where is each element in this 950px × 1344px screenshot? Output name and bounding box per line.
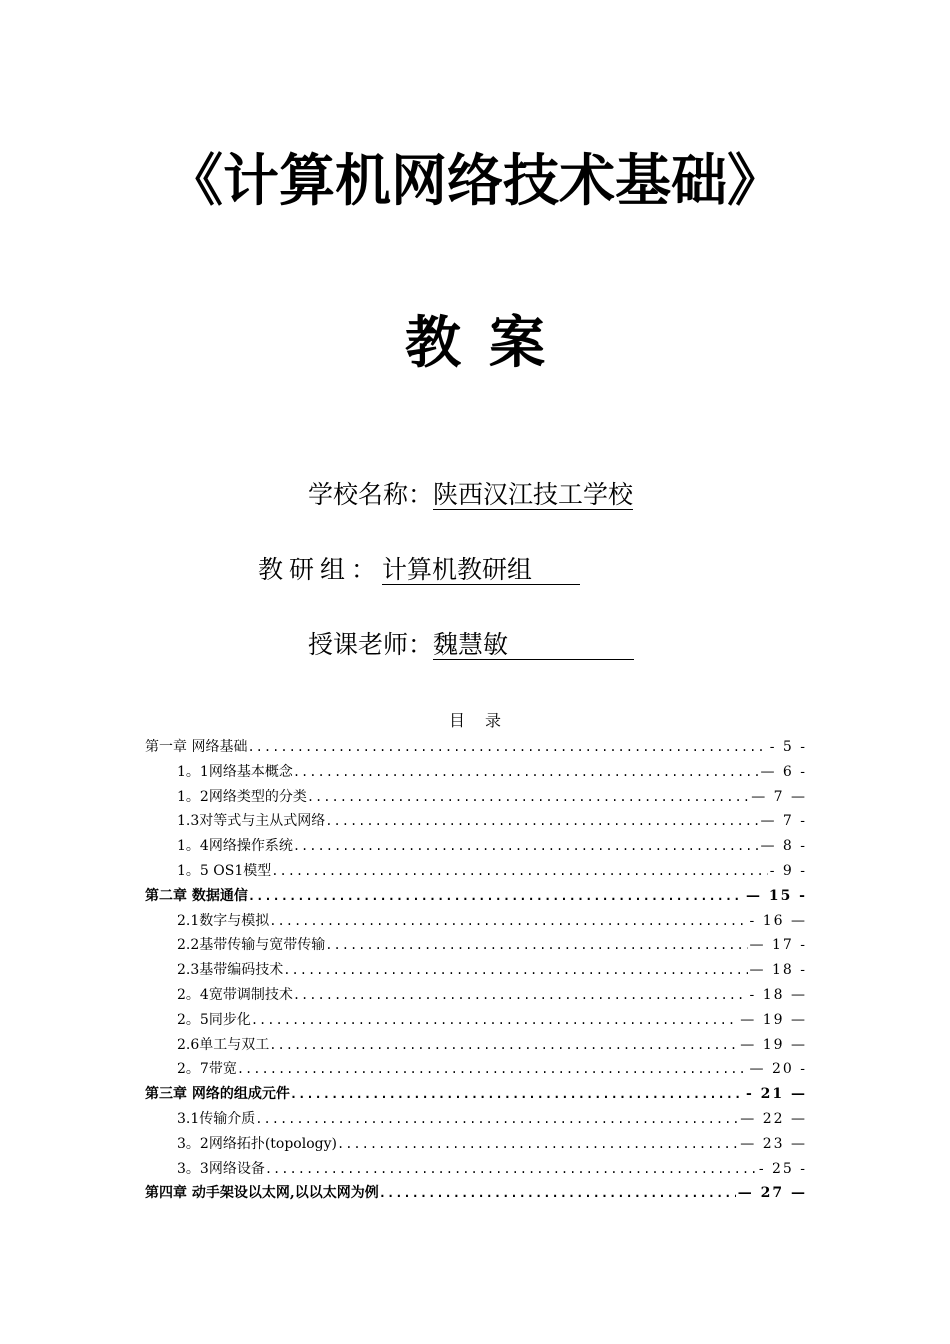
toc-entry-page: - 21 — (745, 1086, 807, 1103)
teaching-group-value: 计算机教研组 (382, 556, 580, 585)
toc-entry-label: 1。4网络操作系统 (177, 838, 293, 855)
toc-entry-page: — 19 — (740, 1011, 807, 1028)
toc-entry[interactable] (145, 909, 807, 934)
toc-entry-page: - 16 — (749, 912, 807, 929)
toc-entry[interactable] (145, 1132, 807, 1157)
toc-leader-dots (269, 1033, 738, 1058)
toc-entry[interactable] (145, 933, 807, 958)
toc-leader-dots (271, 859, 767, 884)
toc-entry-label: 第一章 网络基础 (145, 739, 248, 755)
toc-entry[interactable] (145, 983, 807, 1008)
toc-entry-label: 1。1网络基本概念 (177, 763, 293, 780)
toc-entry-label: 第三章 网络的组成元件 (145, 1086, 290, 1103)
toc-entry[interactable] (145, 735, 807, 760)
toc-leader-dots (293, 760, 759, 785)
toc-leader-dots (269, 909, 747, 934)
toc-entry-page: — 20 - (749, 1061, 807, 1078)
toc-entry-page: — 8 - (760, 838, 807, 855)
toc-leader-dots (325, 933, 747, 958)
document-subtitle: 教案 (405, 311, 573, 376)
toc-entry-page: — 7 — (751, 788, 807, 805)
toc-entry-label: 3.1传输介质 (177, 1110, 256, 1127)
document-title: 《计算机网络技术基础》 (167, 149, 783, 214)
teaching-group-label: 教研组： (258, 555, 383, 584)
toc-entry[interactable] (145, 1008, 807, 1033)
toc-entry-page: — 18 - (749, 962, 807, 979)
toc-leader-dots (337, 1132, 738, 1157)
toc-leader-dots (290, 1082, 744, 1107)
teacher-value: 魏慧敏 (433, 631, 634, 660)
toc-entry[interactable] (145, 1181, 807, 1206)
toc-entry-label: 1。2网络类型的分类 (177, 788, 307, 805)
toc-entry[interactable] (145, 958, 807, 983)
toc-entry[interactable] (145, 859, 807, 884)
toc-entry-page: — 6 - (760, 763, 807, 780)
toc-entry-page: — 17 - (749, 937, 807, 954)
toc-entry[interactable] (145, 834, 807, 859)
toc-entry-label: 2.2基带传输与宽带传输 (177, 937, 326, 954)
toc-leader-dots (325, 809, 758, 834)
toc-leader-dots (293, 983, 748, 1008)
school-label: 学校名称： (308, 480, 434, 509)
toc-entry-page: — 27 — (737, 1185, 807, 1202)
toc-leader-dots (251, 1008, 738, 1033)
toc-leader-dots (247, 735, 767, 760)
toc-leader-dots (265, 1157, 757, 1182)
toc-entry-page: — 23 — (740, 1135, 807, 1152)
toc-entry-label: 2.6单工与双工 (177, 1036, 270, 1053)
toc-entry-page: — 19 — (740, 1036, 807, 1053)
toc-entry[interactable] (145, 809, 807, 834)
toc-leader-dots (293, 834, 759, 859)
school-row (308, 480, 633, 510)
toc-entry-page: — 7 - (760, 813, 807, 830)
toc-entry-label: 2。5同步化 (177, 1011, 251, 1028)
toc-leader-dots (255, 1107, 738, 1132)
toc-entry[interactable] (145, 1107, 807, 1132)
toc-entry-page: — 22 — (740, 1110, 807, 1127)
toc-heading: 目录 (448, 711, 521, 730)
toc-entry-label: 2.1数字与模拟 (177, 912, 270, 929)
teacher-row (308, 630, 634, 660)
toc-entry-label: 1。5 OS1模型 (177, 862, 272, 879)
teacher-label: 授课老师： (308, 630, 434, 659)
toc-leader-dots (379, 1181, 736, 1206)
toc-leader-dots (237, 1057, 748, 1082)
toc-entry-page: — 15 - (745, 887, 807, 904)
toc-entry-page: - 5 - (769, 739, 807, 755)
toc-entry-label: 3。3网络设备 (177, 1160, 265, 1177)
toc-entry-page: - 18 — (749, 986, 807, 1003)
toc-entry-page: - 25 - (758, 1160, 807, 1177)
toc-leader-dots (307, 785, 749, 810)
table-of-contents (145, 735, 807, 1206)
toc-entry[interactable] (145, 1082, 807, 1107)
toc-entry[interactable] (145, 1033, 807, 1058)
toc-entry-label: 3。2网络拓扑(topology) (177, 1135, 337, 1152)
toc-entry-label: 2。7带宽 (177, 1061, 237, 1078)
toc-leader-dots (248, 884, 744, 909)
toc-entry-label: 2.3基带编码技术 (177, 962, 284, 979)
school-value: 陕西汉江技工学校 (433, 480, 634, 509)
toc-entry-label: 1.3对等式与主从式网络 (177, 813, 326, 830)
toc-entry[interactable] (145, 1057, 807, 1082)
teaching-group-row (258, 555, 580, 585)
toc-entry-label: 第二章 数据通信 (145, 887, 248, 904)
toc-entry[interactable] (145, 785, 807, 810)
toc-entry-page: - 9 - (769, 862, 807, 879)
toc-entry-label: 2。4宽带调制技术 (177, 986, 293, 1003)
toc-leader-dots (283, 958, 747, 983)
toc-entry[interactable] (145, 760, 807, 785)
toc-entry[interactable] (145, 1157, 807, 1182)
toc-entry[interactable] (145, 884, 807, 909)
toc-entry-label: 第四章 动手架设以太网,以以太网为例 (145, 1185, 379, 1202)
